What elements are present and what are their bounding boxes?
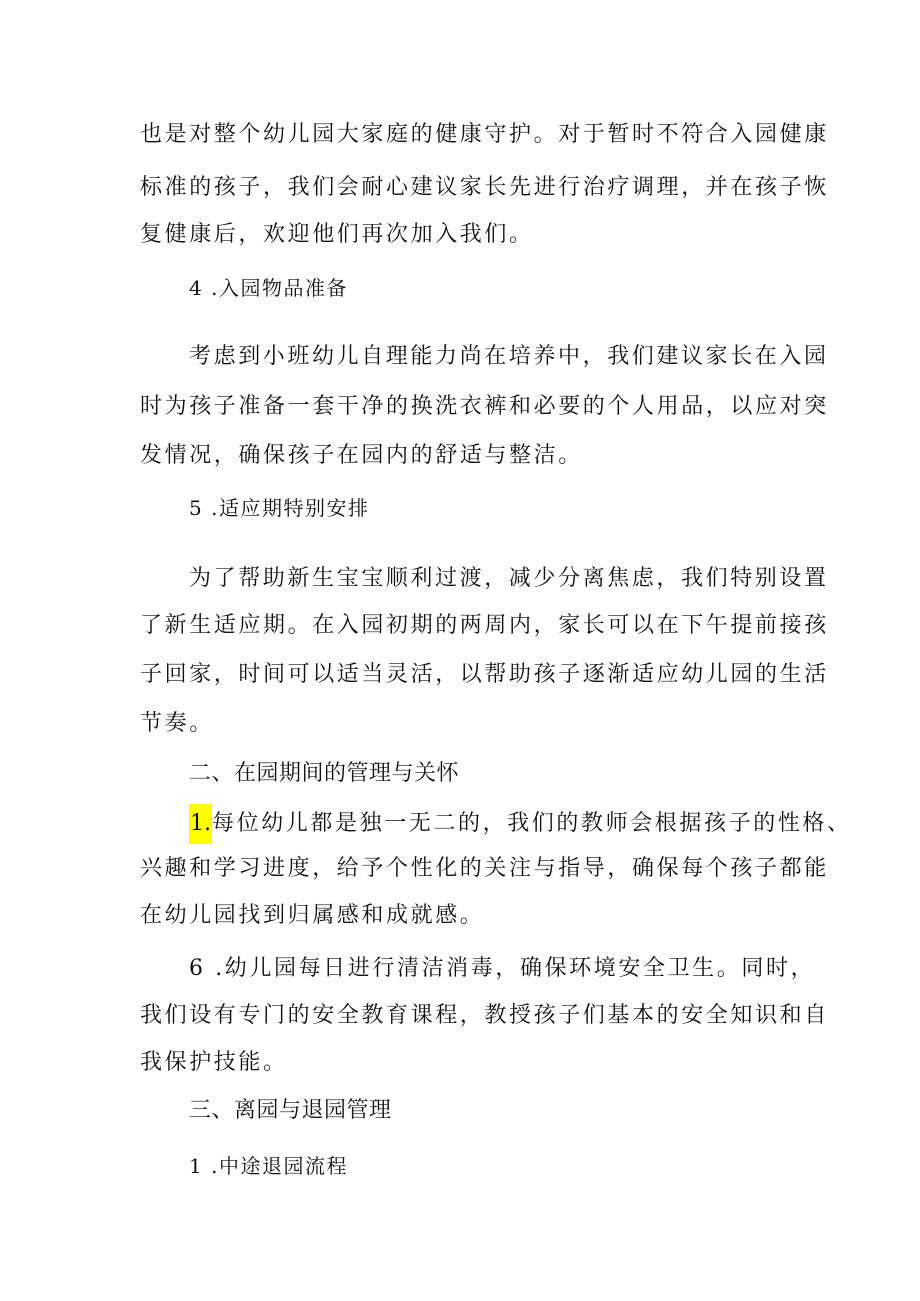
highlight-marker: 1. — [189, 804, 212, 844]
paragraph-text: 每位幼儿都是独一无二的，我们的教师会根据孩子的性格、 — [212, 811, 852, 836]
paragraph-line: 6 .幼儿园每日进行清洁消毒，确保环境安全卫生。同时， — [189, 956, 816, 981]
paragraph-line-first — [189, 804, 852, 836]
paragraph-line: 考虑到小班幼儿自理能力尚在培养中，我们建议家长在入园 — [189, 344, 829, 369]
paragraph-line: 我保护技能。 — [140, 1050, 288, 1075]
section-heading-2: 二、在园期间的管理与关怀 — [189, 761, 460, 786]
section-heading-3: 三、离园与退园管理 — [189, 1098, 392, 1123]
paragraph-line: 复健康后，欢迎他们再次加入我们。 — [140, 222, 534, 247]
paragraph-line: 在幼儿园找到归属感和成就感。 — [140, 903, 485, 928]
paragraph-line: 我们设有专门的安全教育课程，教授孩子们基本的安全知识和自 — [140, 1003, 829, 1028]
subheading-1: 1 .中途退园流程 — [189, 1154, 348, 1178]
paragraph-line: 了新生适应期。在入园初期的两周内，家长可以在下午提前接孩 — [140, 613, 829, 638]
paragraph-line: 兴趣和学习进度，给予个性化的关注与指导，确保每个孩子都能 — [140, 856, 829, 881]
paragraph-line: 节奏。 — [140, 711, 214, 736]
paragraph-line: 子回家，时间可以适当灵活，以帮助孩子逐渐适应幼儿园的生活 — [140, 662, 829, 687]
paragraph-line: 发情况，确保孩子在园内的舒适与整洁。 — [140, 443, 583, 468]
paragraph-line: 也是对整个幼儿园大家庭的健康守护。对于暂时不符合入园健康 — [140, 122, 829, 147]
subheading-5: 5 .适应期特别安排 — [189, 496, 370, 520]
subheading-4: 4 .入园物品准备 — [189, 276, 348, 300]
paragraph-line: 标准的孩子，我们会耐心建议家长先进行治疗调理，并在孩子恢 — [140, 175, 829, 200]
paragraph-line: 为了帮助新生宝宝顺利过渡，减少分离焦虑，我们特别设置 — [189, 566, 829, 591]
paragraph-line: 时为孩子准备一套干净的换洗衣裤和必要的个人用品，以应对突 — [140, 394, 829, 419]
